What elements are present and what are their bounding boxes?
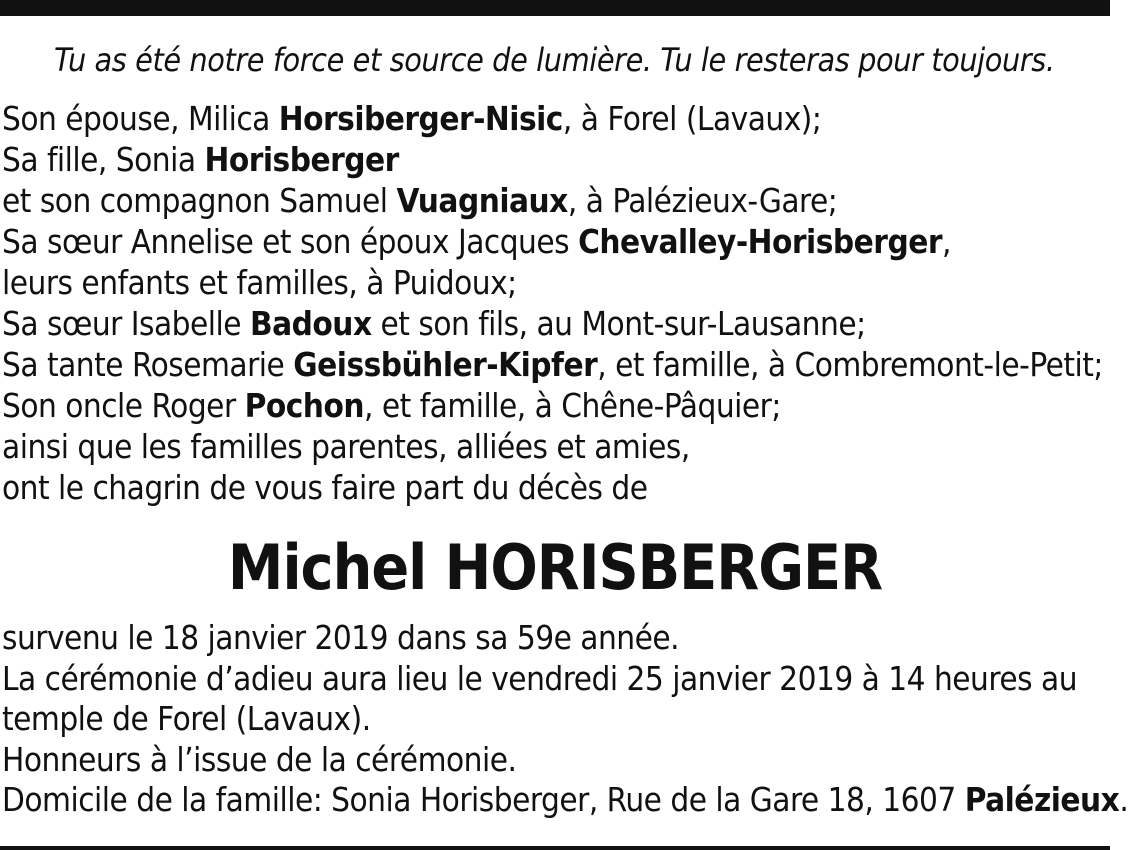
family-line: ont le chagrin de vous faire part du décès de bbox=[2, 468, 648, 507]
family-announcement bbox=[2, 98, 1108, 508]
family-line: leurs enfants et familles, à Puidoux; bbox=[2, 263, 517, 302]
detail-line: Domicile de la famille: Sonia Horisberger, Rue de la Gare 18, 1607 Palézieux. bbox=[2, 780, 1128, 819]
detail-line: survenu le 18 janvier 2019 dans sa 59e année. bbox=[2, 618, 680, 657]
ceremony-details bbox=[2, 617, 1128, 820]
deceased-name: Michel HORISBERGER bbox=[227, 531, 883, 604]
detail-line: temple de Forel (Lavaux). bbox=[2, 699, 371, 738]
family-line: Sa fille, Sonia Horisberger bbox=[2, 140, 399, 179]
family-line: et son compagnon Samuel Vuagniaux, à Palézieux-Gare; bbox=[2, 181, 838, 220]
bottom-rule bbox=[0, 846, 1110, 850]
family-line: Sa sœur Annelise et son époux Jacques Chevalley-Horisberger, bbox=[2, 222, 951, 261]
top-rule bbox=[0, 0, 1110, 16]
family-line: Son oncle Roger Pochon, et famille, à Chêne-Pâquier; bbox=[2, 386, 781, 425]
family-line: ainsi que les familles parentes, alliées et amies, bbox=[2, 427, 690, 466]
detail-line: Honneurs à l’issue de la cérémonie. bbox=[2, 739, 517, 779]
family-line: Son épouse, Milica Horsiberger-Nisic, à Forel (Lavaux); bbox=[2, 99, 822, 138]
family-line: Sa sœur Isabelle Badoux et son fils, au Mont-sur-Lausanne; bbox=[2, 304, 866, 343]
quote: Tu as été notre force et source de lumière. Tu le resteras pour toujours. bbox=[54, 41, 1055, 79]
detail-line: La cérémonie d’adieu aura lieu le vendredi 25 janvier 2019 à 14 heures au bbox=[2, 658, 1078, 698]
family-line: Sa tante Rosemarie Geissbühler-Kipfer, et famille, à Combremont-le-Petit; bbox=[2, 345, 1103, 384]
